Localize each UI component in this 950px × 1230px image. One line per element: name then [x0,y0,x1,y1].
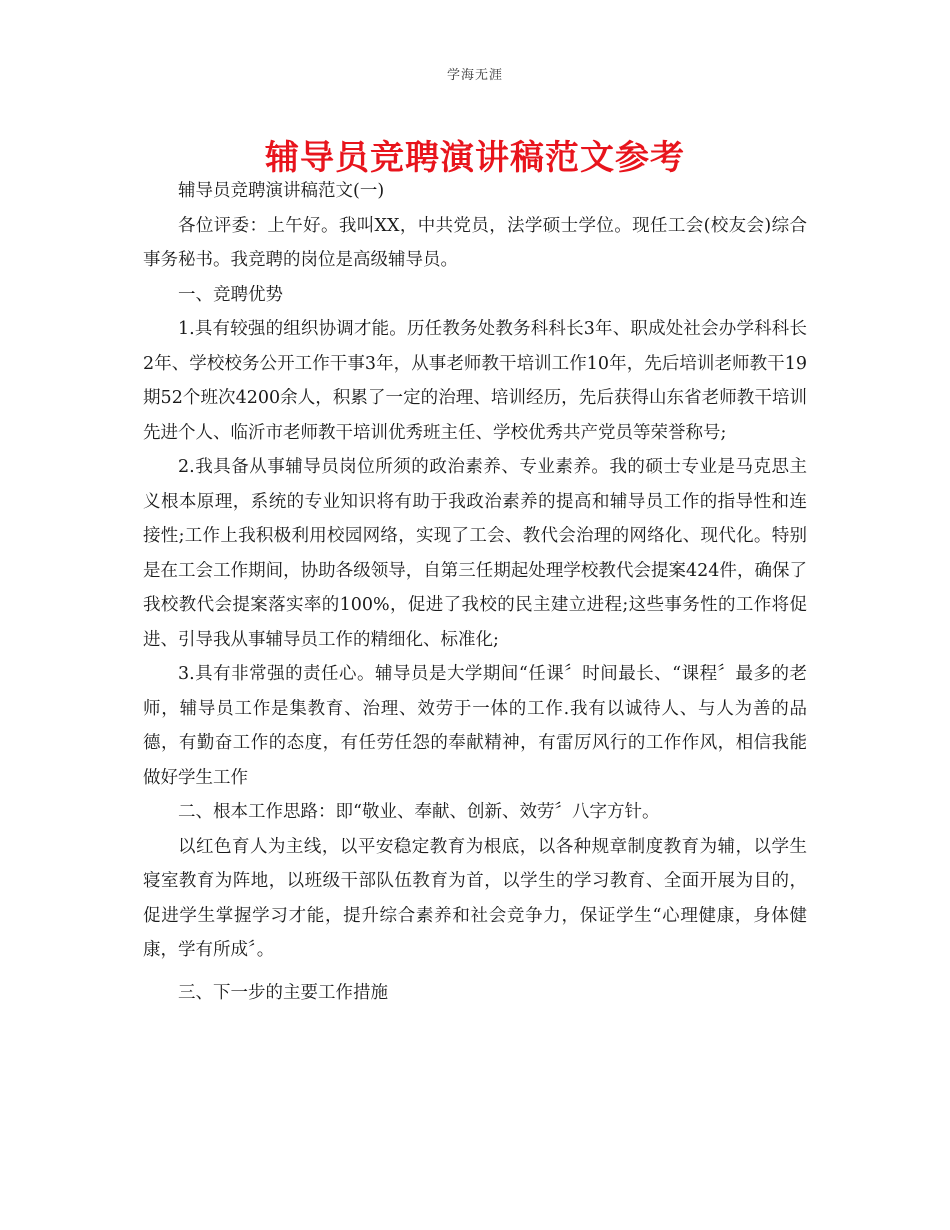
paragraph-subtitle: 辅导员竞聘演讲稿范文(一) [178,181,385,201]
paragraph-advantage-1: 1.具有较强的组织协调才能。历任教务处教务科科长3年、职成处社会办学科科长2年、学校校务公开工作干事3年，从事老师教干培训工作10年，先后培训老师教干19期52个班次4200余人，积累了一定的治理、培训经历，先后获得山东省老师教干培训先进个人、临沂市老师教干培训优秀班主任、学校优秀共产党员等荣誉称号; [143,319,807,443]
section-heading-advantages: 一、竞聘优势 [178,284,283,305]
paragraph-advantage-2: 2.我具备从事辅导员岗位所须的政治素养、专业素养。我的硕士专业是马克思主义根本原理，系统的专业知识将有助于我政治素养的提高和辅导员工作的指导性和连接性;工作上我积极利用校园网络，实现了工会、教代会治理的网络化、现代化。特别是在工会工作期间，协助各级领导，自第三任期起处理学校教代会提案424件，确保了我校教代会提案落实率的100%，促进了我校的民主建立进程;这些事务性的工作将促进、引导我从事辅导员工作的精细化、标准化; [143,457,807,650]
section-heading-next-steps: 三、下一步的主要工作措施 [178,982,388,1003]
paragraph-advantage-3: 3.具有非常强的责任心。辅导员是大学期间“任课〞时间最长、“课程〞最多的老师，辅导员工作是集教育、治理、效劳于一体的工作.我有以诚待人、与人为善的品德，有勤奋工作的态度，有任劳任怨的奉献精神，有雷厉风行的工作作风，相信我能做好学生工作 [143,664,807,788]
paragraph-work-ideas: 以红色育人为主线，以平安稳定教育为根底，以各种规章制度教育为辅，以学生寝室教育为阵地，以班级干部队伍教育为首，以学生的学习教育、全面开展为目的，促进学生掌握学习才能，提升综合素养和社会竞争力，保证学生“心理健康，身体健康，学有所成〞。 [143,836,807,960]
document-body [143,174,807,1010]
paragraph-greeting: 各位评委：上午好。我叫XX，中共党员，法学硕士学位。现任工会(校友会)综合事务秘书。我竞聘的岗位是高级辅导员。 [143,215,807,270]
section-heading-work-ideas: 二、根本工作思路：即“敬业、奉献、创新、效劳〞八字方针。 [178,802,660,822]
page-header: 学海无涯 [446,68,503,83]
document-title: 辅导员竞聘演讲稿范文参考 [265,138,685,178]
